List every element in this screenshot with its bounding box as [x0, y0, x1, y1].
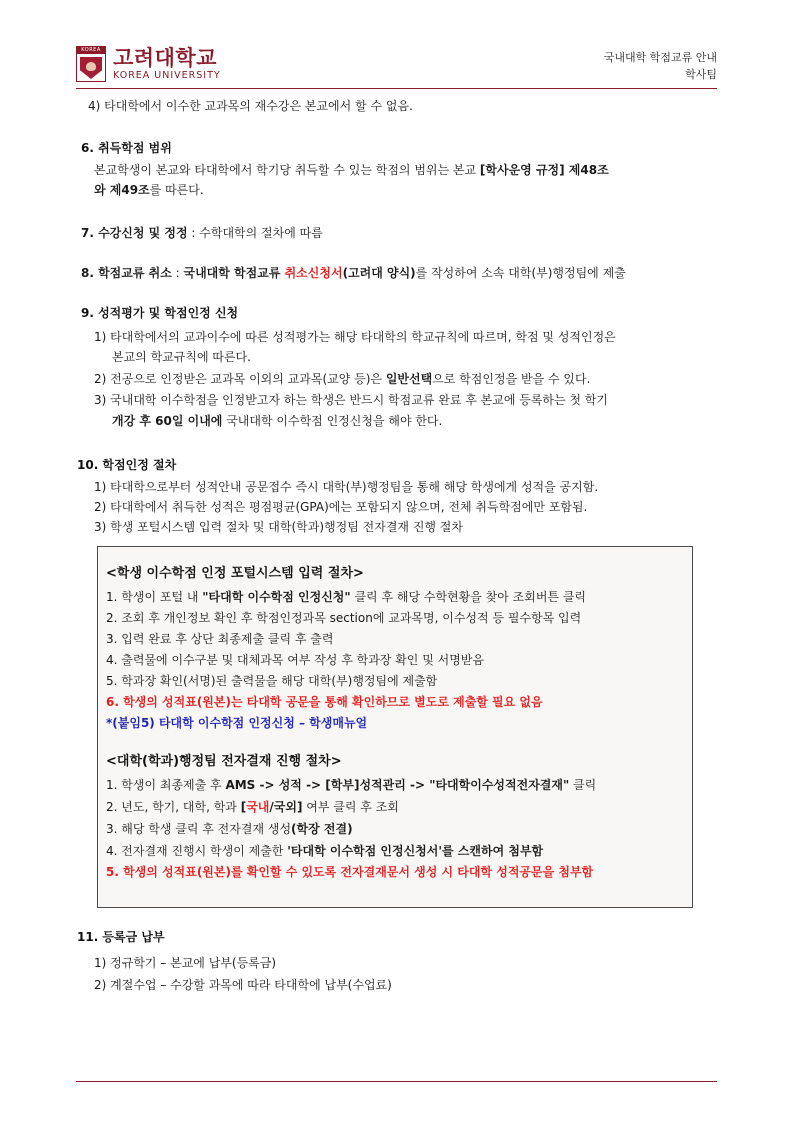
section-6-line-1: 본교학생이 본교와 타대학에서 학기당 취득할 수 있는 학점의 범위는 본교 [학사운영 규정] 제48조 [94, 163, 609, 177]
portal-step-1: 1. 학생이 포털 내 "타대학 이수학점 인정신청" 클릭 후 해당 수학현황을 찾아 조회버튼 클릭 [106, 590, 586, 604]
section-9-item-1b: 본교의 학교규칙에 따른다. [112, 350, 251, 364]
section-8: 8. 학점교류 취소 : 국내대학 학점교류 취소신청서(고려대 양식)를 작성하여 소속 대학(부)행정팀에 제출 [81, 266, 626, 280]
section-7: 7. 수강신청 및 정정 : 수학대학의 절차에 따름 [81, 226, 323, 240]
logo-english-name: KOREA UNIVERSITY [113, 69, 221, 81]
section-6-line-2: 와 제49조를 따른다. [94, 183, 204, 197]
section-10-item-3: 3) 학생 포털시스템 입력 절차 및 대학(학과)행정팀 전자결재 진행 절차 [94, 520, 463, 534]
section-10-item-1: 1) 타대학으로부터 성적안내 공문접수 즉시 대학(부)행정팀을 통해 해당 학생에게 성적을 공지함. [94, 480, 599, 494]
crest-text: KOREA [77, 47, 105, 54]
document-title: 국내대학 학점교류 안내 [603, 51, 717, 64]
approval-step-5: 5. 학생의 성적표(원본)를 확인할 수 있도록 전자결재문서 생성 시 타대학 성적공문을 첨부함 [106, 865, 594, 879]
footer-divider [76, 1081, 717, 1082]
approval-step-1: 1. 학생이 최종제출 후 AMS -> 성적 -> [학부]성적관리 -> "타대학이수성적전자결재" 클릭 [106, 778, 597, 792]
section-8-title: 8. 학점교류 취소 [81, 266, 172, 280]
section-9-item-3b: 개강 후 60일 이내에 국내대학 이수학점 인정신청을 해야 한다. [112, 414, 443, 428]
section-9-title: 9. 성적평가 및 학점인정 신청 [81, 306, 239, 320]
portal-step-3: 3. 입력 완료 후 상단 최종제출 클릭 후 출력 [106, 632, 334, 646]
section-10-item-2: 2) 타대학에서 취득한 성적은 평점평균(GPA)에는 포함되지 않으며, 전체 취득학점에만 포함됨. [94, 500, 588, 514]
header-divider [76, 88, 717, 89]
section-6-title: 6. 취득학점 범위 [81, 141, 172, 155]
section-11-item-2: 2) 계절수업 – 수강할 과목에 따라 타대학에 납부(수업료) [94, 978, 392, 992]
section-9-item-2: 2) 전공으로 인정받은 교과목 이외의 교과목(교양 등)은 일반선택으로 학점인정을 받을 수 있다. [94, 372, 591, 386]
approval-step-2: 2. 년도, 학기, 대학, 학과 [국내/국외] 여부 클릭 후 조회 [106, 800, 399, 814]
section-10-title: 10. 학점인정 절차 [77, 458, 177, 472]
section-7-title: 7. 수강신청 및 정정 [81, 226, 188, 240]
approval-step-4: 4. 전자결재 진행시 학생이 제출한 '타대학 이수학점 인정신청서'를 스캔하여 첨부함 [106, 844, 544, 858]
department-name: 학사팀 [685, 68, 717, 81]
portal-step-2: 2. 조회 후 개인정보 확인 후 학점인정과목 section에 교과목명, 이수성적 등 필수항목 입력 [106, 611, 582, 625]
approval-step-3: 3. 해당 학생 클릭 후 전자결재 생성(학장 전결) [106, 822, 353, 836]
portal-step-4: 4. 출력물에 이수구분 및 대체과목 여부 작성 후 학과장 확인 및 서명받음 [106, 653, 484, 667]
section-9-item-3a: 3) 국내대학 이수학점을 인정받고자 하는 학생은 반드시 학점교류 완료 후 본교에 등록하는 첫 학기 [94, 393, 608, 407]
logo-korean-name: 고려대학교 [113, 45, 217, 70]
item-4-retake: 4) 타대학에서 이수한 교과목의 재수강은 본교에서 할 수 없음. [88, 99, 413, 113]
section-11-title: 11. 등록금 납부 [77, 930, 165, 944]
section-11-item-1: 1) 정규학기 – 본교에 납부(등록금) [94, 956, 277, 970]
crest-icon [76, 46, 106, 82]
section-9-item-1a: 1) 타대학에서의 교과이수에 따른 성적평가는 해당 타대학의 학교규칙에 따르며, 학점 및 성적인정은 [94, 330, 616, 344]
university-logo [76, 44, 221, 84]
portal-step-5: 5. 학과장 확인(서명)된 출력물을 해당 대학(부)행정팀에 제출함 [106, 674, 438, 688]
cancel-form-name: 취소신청서 [284, 266, 343, 280]
header-info [604, 49, 717, 83]
portal-procedure-heading: <학생 이수학점 인정 포털시스템 입력 절차> [106, 566, 364, 581]
student-manual-reference: *(붙임5) 타대학 이수학점 인정신청 – 학생매뉴얼 [106, 716, 368, 730]
portal-step-6: 6. 학생의 성적표(원본)는 타대학 공문을 통해 확인하므로 별도로 제출할 필요 없음 [106, 695, 543, 709]
approval-procedure-heading: <대학(학과)행정팀 전자결재 진행 절차> [106, 754, 342, 769]
